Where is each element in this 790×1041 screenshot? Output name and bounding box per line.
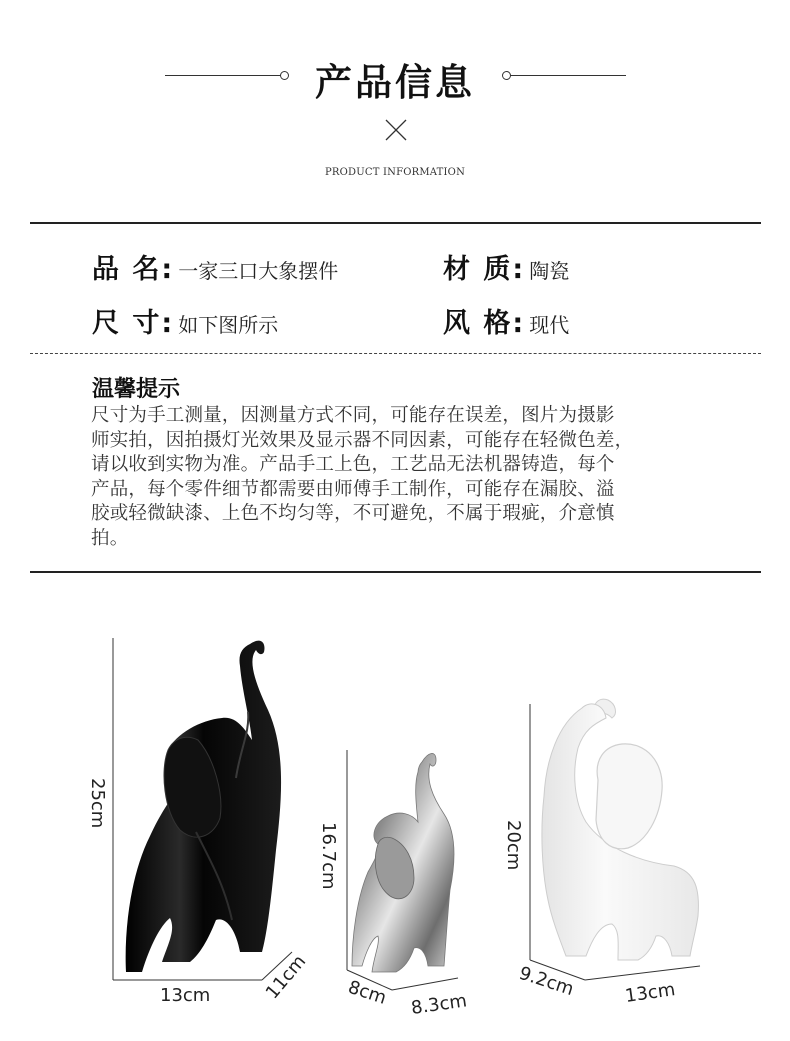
- black-elephant: [126, 641, 281, 972]
- white-width-label: 13cm: [623, 979, 677, 1007]
- dashed-divider: [30, 353, 761, 354]
- black-width-label: 13cm: [160, 985, 211, 1006]
- tips-line: 产品，每个零件细节都需要由师傅手工制作，可能存在漏胶、溢: [91, 478, 615, 500]
- spec-size: [92, 301, 278, 340]
- spec-size-key: 尺 寸:: [92, 308, 175, 339]
- page-subtitle: PRODUCT INFORMATION: [324, 167, 466, 178]
- header-right-line: [510, 75, 626, 76]
- top-divider: [30, 222, 761, 224]
- spec-style: [443, 301, 569, 340]
- silver-height-label: 16.7cm: [318, 822, 339, 890]
- spec-material: [443, 247, 569, 286]
- silver-width-label: 8.3cm: [409, 990, 469, 1019]
- black-height-label: 25cm: [87, 778, 108, 829]
- bottom-divider: [30, 571, 761, 573]
- silver-depth-label: 8cm: [345, 976, 389, 1009]
- tips-body: [91, 404, 723, 551]
- tips-title: 温馨提示: [92, 377, 181, 402]
- spec-style-key: 风 格:: [443, 308, 526, 339]
- white-height-label: 20cm: [503, 820, 524, 871]
- spec-style-value: 现代: [529, 313, 570, 337]
- tips-line: 尺寸为手工测量，因测量方式不同，可能存在误差，图片为摄影: [91, 405, 615, 426]
- white-elephant: [542, 699, 699, 960]
- spec-material-key: 材 质:: [443, 254, 526, 285]
- spec-name-value: 一家三口大象摆件: [178, 259, 339, 283]
- product-photo: [0, 600, 790, 1041]
- cross-icon: [383, 117, 409, 143]
- silver-elephant: [352, 753, 454, 972]
- spec-size-value: 如下图所示: [178, 313, 279, 337]
- spec-name: [92, 247, 338, 286]
- tips-line: 师实拍，因拍摄灯光效果及显示器不同因素，可能存在轻微色差，: [91, 429, 634, 451]
- spec-material-value: 陶瓷: [529, 259, 570, 283]
- spec-name-key: 品 名:: [92, 254, 175, 285]
- white-depth-label: 9.2cm: [516, 962, 577, 1001]
- tips-line: 胶或轻微缺漆、上色不均匀等，不可避免，不属于瑕疵，介意慎: [91, 503, 615, 524]
- tips-line: 拍。: [91, 527, 129, 549]
- black-depth-label: 11cm: [261, 951, 311, 1004]
- tips-line: 请以收到实物为准。产品手工上色，工艺品无法机器铸造，每个: [91, 454, 615, 475]
- page-title: 产品信息: [315, 61, 475, 104]
